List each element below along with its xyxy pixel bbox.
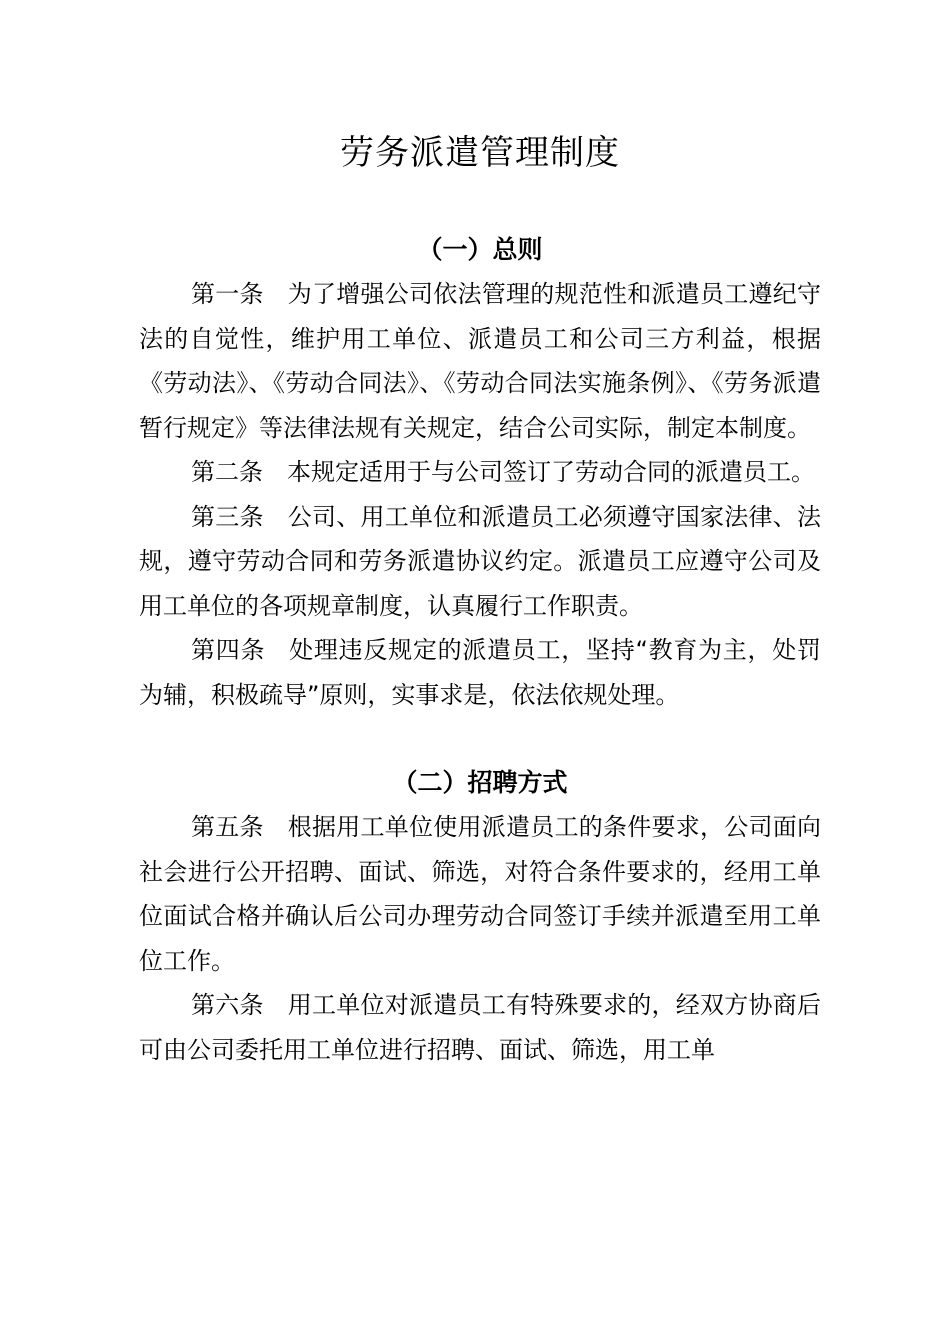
article-4: [139, 628, 821, 717]
article-number: 第四条: [191, 636, 266, 664]
section-heading: （二）招聘方式: [392, 768, 568, 797]
section-recruitment: [139, 761, 821, 1072]
article-2: [139, 450, 821, 495]
article-3: [139, 495, 821, 629]
article-text: 公司、用工单位和派遣员工必须遵守国家法律、法规，遵守劳动合同和劳务派遣协议约定。派遣员工应遵守公司及用工单位的各项规章制度，认真履行工作职责。: [139, 502, 821, 620]
article-number: 第三条: [191, 502, 264, 531]
document-title: 劳务派遣管理制度: [340, 133, 620, 173]
document-page: [139, 128, 821, 1072]
article-number: 第五条: [191, 813, 264, 841]
article-text: 处理违反规定的派遣员工，坚持“教育为主，处罚为辅，积极疏导”原则，实事求是，依法依规处理。: [139, 636, 822, 709]
article-text: 用工单位对派遣员工有特殊要求的，经双方协商后可由公司委托用工单位进行招聘、面试、筛选，用工单: [139, 991, 821, 1064]
article-5: [139, 805, 821, 983]
section-heading: （一）总则: [417, 235, 543, 264]
article-6: [139, 983, 821, 1072]
article-text: 为了增强公司依法管理的规范性和派遣员工遵纪守法的自觉性，维护用工单位、派遣员工和公司三方利益，根据《劳动法》、《劳动合同法》、《劳动合同法实施条例》、《劳务派遣暂行规定》等法律法规有关规定，结合公司实际，制定本制度。: [139, 280, 821, 442]
section-general: [139, 228, 821, 717]
article-text: 本规定适用于与公司签订了劳动合同的派遣员工。: [287, 458, 815, 486]
article-number: 第六条: [191, 991, 264, 1019]
article-number: 第一条: [191, 280, 264, 308]
article-1: [139, 272, 821, 450]
article-number: 第二条: [191, 458, 263, 486]
article-text: 根据用工单位使用派遣员工的条件要求，公司面向社会进行公开招聘、面试、筛选，对符合条件要求的，经用工单位面试合格并确认后公司办理劳动合同签订手续并派遣至用工单位工作。: [139, 813, 821, 975]
